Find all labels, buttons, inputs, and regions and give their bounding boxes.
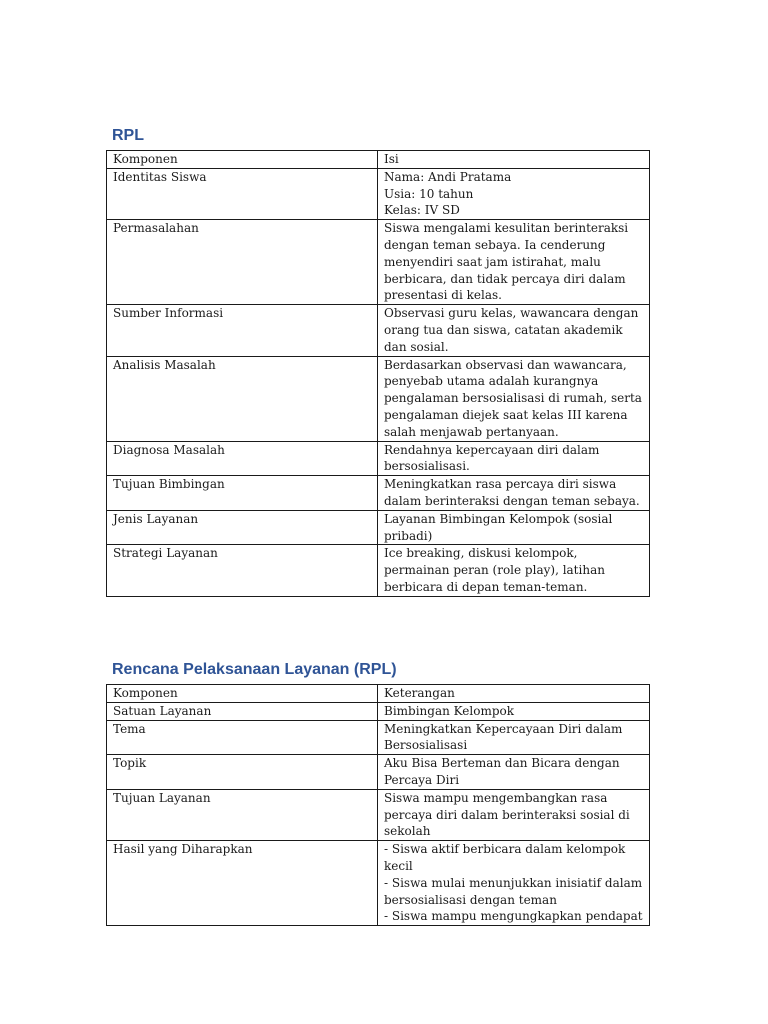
row-label: Permasalahan [107, 220, 378, 305]
row-label: Identitas Siswa [107, 168, 378, 219]
row-label: Analisis Masalah [107, 356, 378, 441]
row-value: - Siswa aktif berbicara dalam kelompok kecil - Siswa mulai menunjukkan inisiatif dalam bersosialisasi dengan teman - Siswa mampu mengungkapkan pendapat [378, 841, 650, 926]
row-label: Topik [107, 755, 378, 790]
row-label: Tema [107, 720, 378, 755]
header-cell-content: Isi [378, 151, 650, 169]
row-value: Ice breaking, diskusi kelompok, permainan peran (role play), latihan berbicara di depan teman-teman. [378, 545, 650, 596]
row-label: Diagnosa Masalah [107, 441, 378, 476]
table-row [107, 720, 650, 755]
row-value: Siswa mampu mengembangkan rasa percaya diri dalam berinteraksi sosial di sekolah [378, 789, 650, 840]
table-row [107, 545, 650, 596]
row-label: Jenis Layanan [107, 510, 378, 545]
table-row [107, 476, 650, 511]
header-cell-component: Komponen [107, 151, 378, 169]
row-value: Aku Bisa Berteman dan Bicara dengan Percaya Diri [378, 755, 650, 790]
row-label: Sumber Informasi [107, 305, 378, 356]
table-row [107, 441, 650, 476]
table-row [107, 510, 650, 545]
rpl-table [106, 150, 650, 597]
table-row [107, 305, 650, 356]
table-row [107, 755, 650, 790]
table-row [107, 702, 650, 720]
table-row [107, 220, 650, 305]
row-value: Rendahnya kepercayaan diri dalam bersosialisasi. [378, 441, 650, 476]
row-label: Tujuan Layanan [107, 789, 378, 840]
row-value: Bimbingan Kelompok [378, 702, 650, 720]
row-value: Layanan Bimbingan Kelompok (sosial pribadi) [378, 510, 650, 545]
row-value: Siswa mengalami kesulitan berinteraksi dengan teman sebaya. Ia cenderung menyendiri saat jam istirahat, malu berbicara, dan tidak percaya diri dalam presentasi di kelas. [378, 220, 650, 305]
row-value: Meningkatkan Kepercayaan Diri dalam Bersosialisasi [378, 720, 650, 755]
table-row [107, 789, 650, 840]
row-label: Strategi Layanan [107, 545, 378, 596]
table-row [107, 841, 650, 926]
table-header-row [107, 685, 650, 703]
header-cell-component: Komponen [107, 685, 378, 703]
table-header-row [107, 151, 650, 169]
row-label: Hasil yang Diharapkan [107, 841, 378, 926]
row-label: Satuan Layanan [107, 702, 378, 720]
row-value: Nama: Andi Pratama Usia: 10 tahun Kelas: IV SD [378, 168, 650, 219]
row-value: Observasi guru kelas, wawancara dengan orang tua dan siswa, catatan akademik dan sosial. [378, 305, 650, 356]
section-heading-rpl: RPL [112, 127, 144, 144]
rencana-table [106, 684, 650, 926]
header-cell-description: Keterangan [378, 685, 650, 703]
section-heading-rencana: Rencana Pelaksanaan Layanan (RPL) [112, 661, 397, 678]
row-value: Berdasarkan observasi dan wawancara, penyebab utama adalah kurangnya pengalaman bersosialisasi di rumah, serta pengalaman diejek saat kelas III karena salah menjawab pertanyaan. [378, 356, 650, 441]
table-row [107, 356, 650, 441]
table-row [107, 168, 650, 219]
row-label: Tujuan Bimbingan [107, 476, 378, 511]
row-value: Meningkatkan rasa percaya diri siswa dalam berinteraksi dengan teman sebaya. [378, 476, 650, 511]
